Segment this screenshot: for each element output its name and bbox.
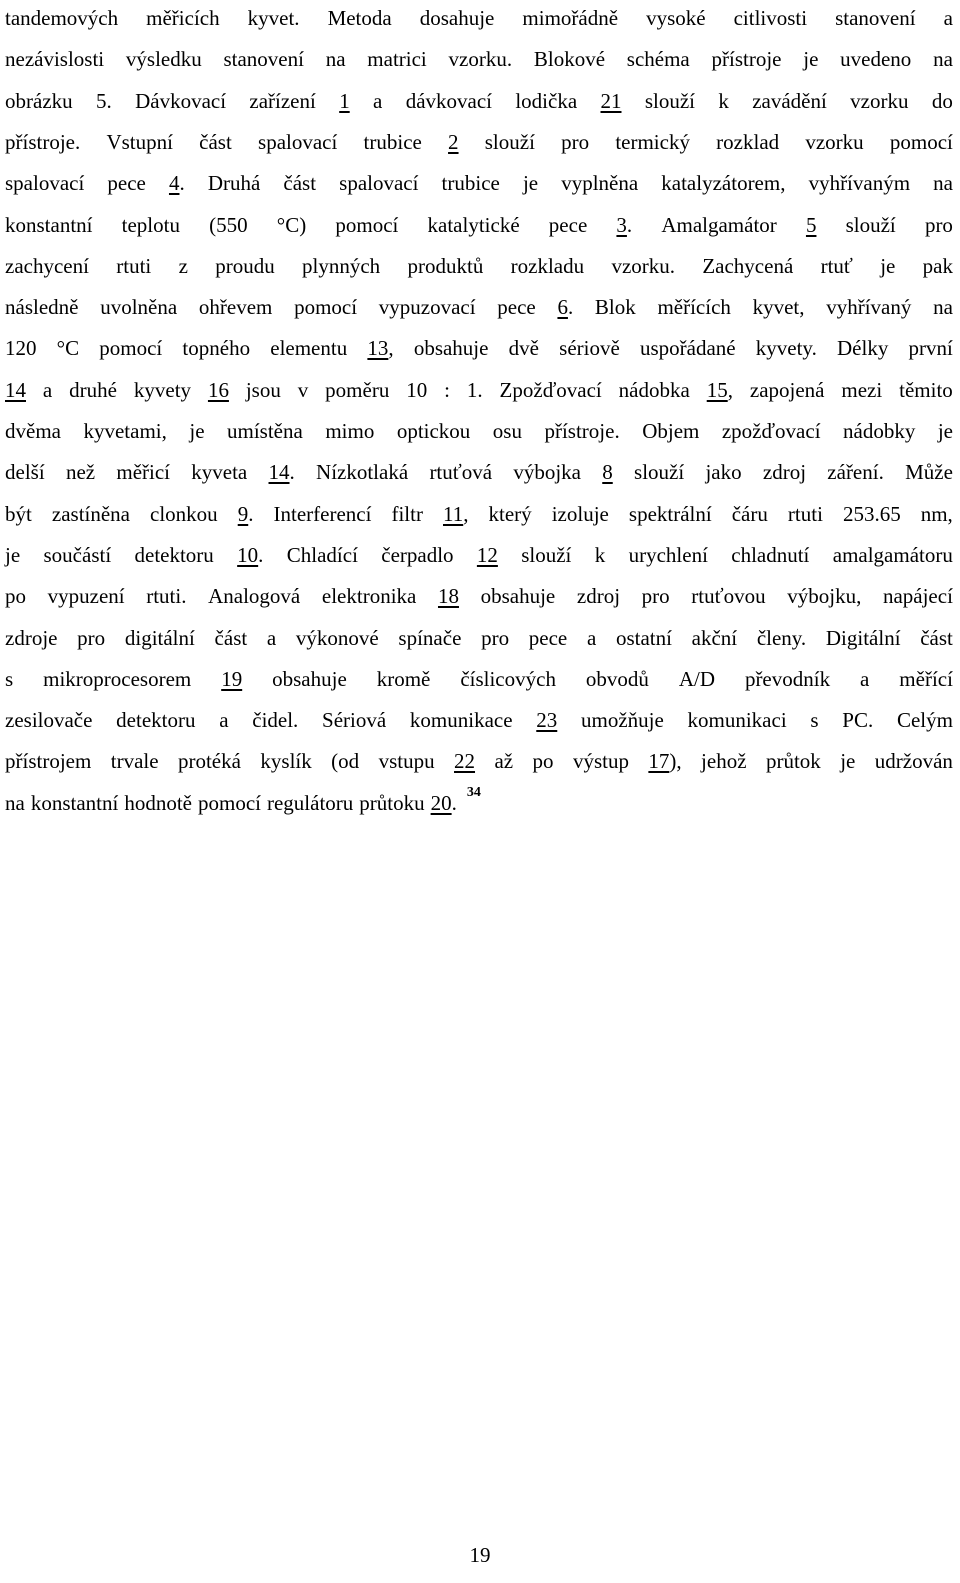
word: spínače [398, 625, 462, 650]
word: zastíněna [51, 501, 130, 526]
word: 17), [648, 749, 682, 774]
word: A/D [678, 666, 715, 691]
word: matrici [367, 47, 427, 72]
word: zdroje [5, 625, 58, 650]
word: mimo [325, 419, 375, 443]
word: 3. [616, 212, 633, 237]
word [5, 375, 26, 405]
word: Délky [837, 336, 889, 361]
text-line [5, 457, 953, 487]
word: zařízení [249, 88, 316, 113]
word: 11, [443, 501, 469, 526]
word: zdroj [576, 584, 621, 609]
word: pomocí [889, 129, 953, 154]
word: topného [182, 336, 251, 361]
word: schéma [626, 47, 690, 72]
figure-reference: 16 [207, 377, 229, 402]
word: 13, [367, 336, 394, 361]
word: detektoru [134, 542, 214, 567]
word: pro [561, 129, 590, 154]
word: následně [5, 295, 79, 320]
word: než [65, 460, 96, 485]
text-line [5, 784, 953, 818]
word: vyhřívaným [808, 171, 911, 196]
word: pro [924, 212, 953, 237]
figure-reference: 17 [648, 749, 670, 774]
word: Zachycená [702, 253, 794, 278]
word: rtuti [787, 501, 823, 526]
word [454, 746, 475, 776]
figure-reference: 3 [616, 212, 627, 237]
text-line [5, 127, 953, 157]
word: obvodů [585, 666, 649, 691]
word: část [199, 129, 232, 154]
word: pomocí [197, 790, 261, 815]
figure-reference: 11 [443, 501, 464, 526]
page-number: 19 [469, 1543, 491, 1567]
text-line [5, 333, 953, 363]
figure-reference: 6 [557, 295, 568, 320]
word: k [718, 88, 729, 113]
word: komunikace [409, 708, 513, 733]
text-line [5, 416, 953, 446]
text-line [5, 210, 953, 240]
word: obsahuje [413, 336, 489, 361]
word: teplotu [121, 212, 180, 237]
word: obrázku [5, 88, 73, 113]
word: kyvet, [752, 295, 805, 320]
word: pomocí [99, 336, 163, 361]
word: 20. [430, 790, 457, 815]
word: je [880, 253, 896, 278]
word: s [810, 708, 819, 733]
word: ohřevem [198, 295, 273, 320]
word: je [189, 419, 205, 443]
text-line [5, 581, 953, 611]
word: převodník [744, 666, 831, 691]
word: protéká [177, 749, 241, 774]
word: Objem [642, 419, 700, 443]
word: čáru [731, 501, 768, 526]
word: udržován [874, 749, 953, 774]
word: z [178, 253, 188, 278]
word [806, 210, 817, 240]
word: část [920, 625, 953, 650]
word: 10 [406, 377, 428, 402]
figure-reference: 18 [437, 584, 459, 609]
word: výsledku [125, 47, 202, 72]
word: spalovací [258, 129, 338, 154]
word: vzorku [850, 88, 909, 113]
figure-reference: 23 [536, 708, 558, 733]
figure-reference: 22 [454, 749, 476, 774]
word: Zpožďovací [499, 377, 602, 402]
word: uspořádané [639, 336, 736, 361]
text-line [5, 705, 953, 735]
word: delší [5, 460, 45, 485]
word: až [494, 749, 514, 774]
word: elektronika [321, 584, 417, 609]
word: výbojku, [787, 584, 862, 609]
word: : [444, 377, 450, 402]
word: na [933, 47, 953, 72]
word [477, 540, 498, 570]
word: kromě [376, 666, 431, 691]
figure-reference: 13 [367, 336, 389, 361]
word [339, 86, 350, 116]
word [601, 86, 622, 116]
word: umožňuje [580, 708, 664, 733]
word: izoluje [551, 501, 609, 526]
word: mikroprocesorem [43, 666, 192, 691]
figure-reference: 14 [268, 460, 290, 485]
word: přístroje. [544, 419, 620, 443]
word: spalovací [339, 171, 419, 196]
word: čidel. [252, 708, 299, 733]
word: pece [497, 295, 536, 320]
word: 120 [5, 336, 37, 361]
word [602, 457, 613, 487]
word: lodička [515, 88, 578, 113]
word: vstupu [378, 749, 435, 774]
word: Amalgamátor [661, 212, 777, 237]
figure-reference: 4 [168, 171, 180, 196]
word: umístěna [227, 419, 303, 443]
word: dvě [508, 336, 539, 361]
word: přístrojem [5, 749, 92, 774]
word: rozkladu [510, 253, 585, 278]
word: kyveta [191, 460, 248, 485]
word: plynných [302, 253, 381, 278]
word: sériově [559, 336, 620, 361]
text-line [5, 44, 953, 74]
word: je [937, 419, 953, 443]
word: číslicových [460, 666, 556, 691]
figure-reference: 12 [476, 542, 498, 567]
word: zesilovače [5, 708, 93, 733]
word: rozklad [716, 129, 780, 154]
word: průtok [765, 749, 821, 774]
text-line [5, 623, 953, 653]
word: pro [641, 584, 670, 609]
figure-reference: 10 [237, 542, 259, 567]
word: druhé [69, 377, 117, 402]
word [208, 375, 229, 405]
word: po [532, 749, 554, 774]
word: s [5, 666, 14, 691]
text-line [5, 292, 953, 322]
text-line [5, 664, 953, 694]
word: pro [481, 625, 510, 650]
word: výbojka [513, 460, 581, 485]
word: rtuťová [429, 460, 493, 485]
word [221, 664, 242, 694]
word: kyvet. [247, 6, 300, 30]
word: urychlení [628, 542, 708, 567]
word: měřicí [116, 460, 170, 485]
text-line [5, 746, 953, 776]
word: měřících [657, 295, 731, 320]
word: k [594, 542, 606, 567]
text-line [5, 375, 953, 405]
word: amalgamátoru [832, 542, 953, 567]
word: Metoda [327, 6, 392, 30]
word: pak [922, 253, 953, 278]
word: pece [548, 212, 588, 237]
word: 1. [466, 377, 483, 402]
word: do [931, 88, 953, 113]
word: po [5, 584, 26, 609]
word: filtr [391, 501, 423, 526]
word: je [5, 542, 21, 567]
word: měřící [899, 666, 953, 691]
word: na [5, 790, 25, 815]
word: slouží [644, 88, 696, 113]
word: zdroj [762, 460, 807, 485]
word [536, 705, 557, 735]
word: regulátoru [266, 790, 354, 815]
word: detektoru [116, 708, 196, 733]
word: je [840, 749, 856, 774]
word: kyvety [133, 377, 192, 402]
word: průtoku [359, 790, 425, 815]
figure-reference: 8 [602, 460, 613, 485]
word: a [219, 708, 229, 733]
text-line [5, 86, 953, 116]
word: vypuzovací [378, 295, 476, 320]
text-line [5, 251, 953, 281]
word: stanovení [835, 6, 916, 30]
word: citlivosti [733, 6, 808, 30]
word: uvolněna [100, 295, 178, 320]
word: trubice [363, 129, 422, 154]
text-line [5, 499, 953, 529]
figure-reference: 14 [5, 377, 26, 402]
figure-reference: 9 [237, 501, 249, 526]
word: jsou [245, 377, 281, 402]
word: pece [107, 171, 146, 196]
word: součástí [43, 542, 112, 567]
figure-reference: 20 [430, 790, 452, 815]
word: výstup [572, 749, 629, 774]
word: slouží [634, 460, 685, 485]
word: vysoké [646, 6, 706, 30]
word: 253.65 [842, 501, 901, 526]
word: a [373, 88, 383, 113]
word: kyvety. [755, 336, 817, 361]
word: na [325, 47, 346, 72]
word: chladnutí [731, 542, 810, 567]
word: mimořádně [522, 6, 619, 30]
word: Interferencí [273, 501, 372, 526]
word: vypuzení [47, 584, 125, 609]
word: Dávkovací [135, 88, 227, 113]
word: Chladící [286, 542, 358, 567]
word: katalytické [427, 212, 520, 237]
text-line [5, 168, 953, 198]
word: °C) [276, 212, 307, 237]
word: zpožďovací [721, 419, 821, 443]
word: slouží [484, 129, 535, 154]
word: (od [331, 749, 360, 774]
word: pomocí [294, 295, 358, 320]
figure-reference: 5 [805, 212, 817, 237]
word: (550 [209, 212, 248, 237]
word [438, 581, 459, 611]
word: PC. [842, 708, 874, 733]
word: a [943, 6, 953, 30]
word: jako [705, 460, 742, 485]
word: elementu [270, 336, 348, 361]
word: obsahuje [480, 584, 556, 609]
word: Vstupní [106, 129, 173, 154]
word: slouží [521, 542, 572, 567]
word: vzorku. [611, 253, 676, 278]
word: osu [492, 419, 522, 443]
word: pece [528, 625, 568, 650]
word: uvedeno [840, 47, 912, 72]
word: nezávislosti [5, 47, 105, 72]
word: na [933, 295, 953, 320]
word: jehož [701, 749, 747, 774]
word: Blok [594, 295, 636, 320]
word: Může [905, 460, 953, 485]
word: optickou [396, 419, 471, 443]
word: akční [691, 625, 738, 650]
word: clonkou [150, 501, 218, 526]
word: v [297, 377, 309, 402]
word: mezi [841, 377, 883, 402]
word: spalovací [5, 171, 85, 196]
word: a [42, 377, 53, 402]
word: je [522, 171, 539, 196]
word: dosahuje [419, 6, 495, 30]
word: 15, [706, 377, 733, 402]
word: 5. [95, 88, 112, 113]
word: Nízkotlaká [316, 460, 409, 485]
word: je [803, 47, 819, 72]
word: ostatní [615, 625, 672, 650]
word: Blokové [533, 47, 606, 72]
word: část [214, 625, 248, 650]
word: rtuti. [146, 584, 187, 609]
word: 10. [237, 542, 264, 567]
word: spektrální [628, 501, 712, 526]
word: poměru [325, 377, 390, 402]
word: přístroje [711, 47, 782, 72]
word: být [5, 501, 32, 526]
word: těmito [899, 377, 953, 402]
word: a [266, 625, 277, 650]
word: 4. [168, 171, 185, 196]
word: záření. [827, 460, 884, 485]
word: slouží [845, 212, 896, 237]
word: první [908, 336, 953, 361]
text-line [5, 3, 953, 33]
word: nm, [920, 501, 953, 526]
word: zachycení [5, 253, 89, 278]
word: vzorku [805, 129, 864, 154]
figure-reference: 2 [448, 129, 459, 154]
word: vyhřívaný [826, 295, 912, 320]
word: Sériová [322, 708, 387, 733]
word: 9. [237, 501, 254, 526]
word: vyplněna [561, 171, 639, 196]
word: kyslík [260, 749, 312, 774]
word: nádobka [618, 377, 690, 402]
word: tandemových [5, 6, 119, 30]
word: zavádění [752, 88, 827, 113]
word: katalyzátorem, [661, 171, 786, 196]
word: na [933, 171, 953, 196]
word: a [860, 666, 870, 691]
word: čerpadlo [381, 542, 454, 567]
footnote-reference: 34 [466, 784, 481, 800]
word: dávkovací [405, 88, 492, 113]
word: komunikaci [687, 708, 787, 733]
figure-reference: 15 [706, 377, 728, 402]
word: část [283, 171, 317, 196]
word: kyvetami, [83, 419, 167, 443]
word: Analogová [208, 584, 301, 609]
word: měřicích [146, 6, 220, 30]
word: napájecí [882, 584, 953, 609]
word: konstantní [5, 212, 93, 237]
word: přístroje. [5, 129, 81, 154]
word: zapojená [749, 377, 825, 402]
word: konstantní [30, 790, 119, 815]
word: 14. [268, 460, 295, 485]
word: termický [615, 129, 690, 154]
word: a [586, 625, 597, 650]
word: pomocí [335, 212, 399, 237]
word: trubice [441, 171, 500, 196]
word: nádobky [843, 419, 916, 443]
word: pro [77, 625, 106, 650]
figure-reference: 1 [339, 88, 350, 113]
word: stanovení [223, 47, 304, 72]
word: který [488, 501, 532, 526]
word: proudu [215, 253, 275, 278]
word: obsahuje [272, 666, 347, 691]
word: hodnotě [124, 790, 192, 815]
word [448, 127, 459, 157]
word: Druhá [207, 171, 261, 196]
word: vzorku. [448, 47, 513, 72]
word: rtuti [116, 253, 152, 278]
word: rtuť [820, 253, 853, 278]
word: trvale [110, 749, 159, 774]
word: Celým [896, 708, 953, 733]
word: dvěma [5, 419, 61, 443]
word: rtuťovou [691, 584, 766, 609]
word: Digitální [825, 625, 901, 650]
figure-reference: 19 [221, 666, 243, 691]
word: produktů [407, 253, 484, 278]
word: 6. [557, 295, 574, 320]
word: členy. [756, 625, 807, 650]
figure-reference: 21 [600, 88, 622, 113]
word: digitální [124, 625, 195, 650]
text-line [5, 540, 953, 570]
word: výkonové [295, 625, 379, 650]
word: °C [56, 336, 80, 361]
